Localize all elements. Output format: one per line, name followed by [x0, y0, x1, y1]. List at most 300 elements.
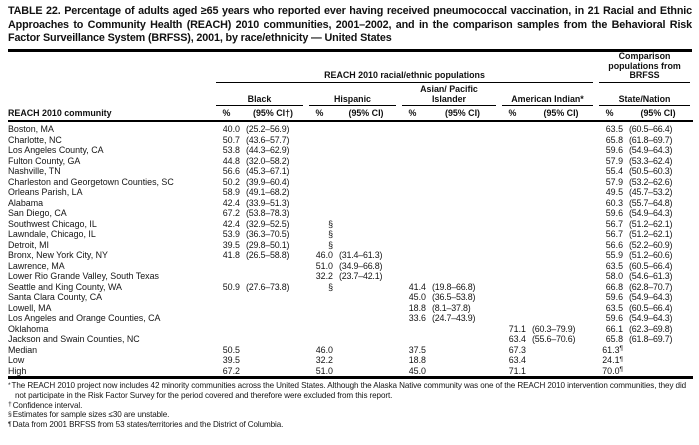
- pct-cell: [499, 292, 526, 303]
- pct-cell: [213, 292, 240, 303]
- ci-cell: [526, 261, 596, 272]
- table-row: [8, 166, 693, 177]
- ci-cell: [240, 303, 306, 314]
- pct-cell: 56.7: [605, 218, 624, 229]
- pct-cell: [306, 198, 333, 209]
- ci-cell: [526, 345, 596, 356]
- ci-cell: (23.7–42.1): [339, 271, 383, 282]
- table-row: [8, 345, 693, 356]
- pct-cell: [499, 261, 526, 272]
- table-row: [8, 156, 693, 167]
- table-row: [8, 271, 693, 282]
- pct-cell: 55.4: [605, 166, 624, 177]
- ci-cell: (36.5–53.8): [432, 292, 476, 303]
- table-row: [8, 145, 693, 156]
- pct-cell: [499, 166, 526, 177]
- ci-cell: [526, 121, 596, 135]
- ci-cell: (54.9–64.3): [629, 208, 673, 219]
- community-cell: Los Angeles and Orange Counties, CA: [8, 313, 161, 324]
- ci-cell: (19.8–66.8): [432, 281, 476, 292]
- ci-cell: [623, 355, 693, 366]
- pct-cell: [499, 240, 526, 251]
- pct-cell: [306, 324, 333, 335]
- ci-cell: [526, 355, 596, 366]
- group-label-state-nation: State/Nation: [599, 95, 690, 107]
- pct-cell: [399, 261, 426, 272]
- pct-cell: 56.7: [605, 229, 624, 240]
- ci-cell: [240, 345, 306, 356]
- ci-cell: [426, 366, 499, 378]
- ci-cell: [526, 208, 596, 219]
- pct-cell: [306, 208, 333, 219]
- pct-header-black: %: [213, 106, 240, 121]
- community-cell: Lowell, MA: [8, 302, 52, 313]
- pct-cell: 57.9: [605, 155, 624, 166]
- pct-cell: [399, 198, 426, 209]
- pct-cell: 39.5: [222, 239, 240, 250]
- ci-cell: [526, 240, 596, 251]
- table-row: [8, 250, 693, 261]
- group-label-asian-pacific-islander: Asian/ Pacific Islander: [402, 85, 496, 106]
- ci-cell: [426, 250, 499, 261]
- ci-cell: [426, 355, 499, 366]
- ci-cell: (54.9–64.3): [629, 292, 673, 303]
- pct-cell: 50.5: [222, 344, 240, 355]
- pct-cell: [306, 135, 333, 146]
- ci-cell: (61.8–69.7): [629, 134, 673, 145]
- ci-cell: [426, 324, 499, 335]
- pct-cell: 71.1: [499, 366, 526, 378]
- pct-cell: [306, 334, 333, 345]
- ci-cell: [240, 271, 306, 282]
- pct-cell: [399, 271, 426, 282]
- ci-cell: [526, 219, 596, 230]
- pct-cell: 63.5: [605, 124, 624, 135]
- ci-cell: (43.6–57.7): [246, 134, 290, 145]
- ci-cell: [526, 156, 596, 167]
- community-cell: Low: [8, 355, 25, 366]
- pct-cell: 70.0¶: [596, 366, 623, 378]
- pct-cell: 59.6: [605, 292, 624, 303]
- community-cell: Southwest Chicago, IL: [8, 218, 97, 229]
- table-header: [8, 52, 693, 122]
- pct-cell: 51.0: [306, 366, 333, 378]
- ci-cell: (31.4–61.3): [339, 250, 383, 261]
- pct-cell: [399, 156, 426, 167]
- ci-cell: [526, 282, 596, 293]
- group-header-asian-pacific-islander: [399, 83, 499, 106]
- group-label-black: Black: [216, 95, 303, 107]
- ci-cell: [426, 229, 499, 240]
- community-column-header: REACH 2010 community: [8, 106, 213, 121]
- comparison-span-header: [596, 52, 693, 83]
- ci-cell: [426, 261, 499, 272]
- pct-cell: [499, 135, 526, 146]
- ci-cell: [426, 208, 499, 219]
- ci-cell: (53.2–62.6): [629, 176, 673, 187]
- ci-cell: [526, 271, 596, 282]
- empty-corner: [8, 52, 213, 83]
- ci-cell: [426, 240, 499, 251]
- ci-cell: (60.5–66.4): [629, 260, 673, 271]
- ci-cell: (32.0–58.2): [246, 155, 290, 166]
- pct-cell: [499, 271, 526, 282]
- ci-header-hispanic: (95% CI): [333, 106, 399, 121]
- footnote-reach-project: [8, 381, 692, 400]
- pct-cell: 65.8: [605, 334, 624, 345]
- ci-cell: (53.8–78.3): [246, 208, 290, 219]
- pct-cell: 63.5: [605, 260, 624, 271]
- pct-cell: 46.0: [315, 250, 333, 261]
- pct-cell: 44.8: [222, 155, 240, 166]
- ci-cell: [333, 303, 399, 314]
- ci-cell: (52.2–60.9): [629, 239, 673, 250]
- table-row: [8, 219, 693, 230]
- footnote-marker: ¶: [8, 420, 12, 428]
- pct-cell: 56.6: [605, 239, 624, 250]
- ci-cell: [526, 292, 596, 303]
- pct-cell: 33.6: [408, 313, 426, 324]
- ci-cell: (60.3–79.9): [532, 323, 576, 334]
- ci-cell: [426, 121, 499, 135]
- footnote-text: Confidence interval.: [12, 400, 83, 410]
- pct-cell: 67.3: [508, 344, 526, 355]
- ci-cell: (49.1–68.2): [246, 187, 290, 198]
- ci-cell: (32.9–52.5): [246, 218, 290, 229]
- ci-cell: (51.2–62.1): [629, 229, 673, 240]
- ci-cell: (34.9–66.8): [339, 260, 383, 271]
- pct-cell: 50.9: [222, 281, 240, 292]
- group-header-state-nation: [596, 83, 693, 106]
- group-header-hispanic: [306, 83, 399, 106]
- pct-cell: 42.4: [222, 197, 240, 208]
- table-row: [8, 229, 693, 240]
- pct-cell: [399, 121, 426, 135]
- ci-cell: (60.5–66.4): [629, 124, 673, 135]
- ci-cell: [426, 156, 499, 167]
- table-row: [8, 198, 693, 209]
- pct-cell: 46.0: [315, 344, 333, 355]
- pct-cell: 50.7: [222, 134, 240, 145]
- pct-cell: [499, 313, 526, 324]
- ci-cell: [526, 145, 596, 156]
- footnote-brfss-data: [8, 420, 692, 430]
- pct-cell: 59.6: [605, 313, 624, 324]
- ci-cell: [526, 198, 596, 209]
- ci-cell: [426, 219, 499, 230]
- pct-cell: [306, 292, 333, 303]
- table-row: [8, 292, 693, 303]
- community-cell: Oklahoma: [8, 323, 49, 334]
- ci-cell: (27.6–73.8): [246, 281, 290, 292]
- pct-cell: 63.4: [508, 334, 526, 345]
- pct-cell: 66.1: [605, 323, 624, 334]
- group-header-row: [8, 83, 693, 106]
- table-row: [8, 334, 693, 345]
- pct-cell: 50.2: [222, 176, 240, 187]
- footnote-marker: §: [8, 410, 12, 418]
- community-cell: Orleans Parish, LA: [8, 187, 83, 198]
- ci-cell: [426, 177, 499, 188]
- ci-cell: [240, 355, 306, 366]
- ci-cell: (53.3–62.4): [629, 155, 673, 166]
- pct-cell: [499, 145, 526, 156]
- ci-cell: [526, 366, 596, 378]
- pct-cell: [306, 166, 333, 177]
- ci-cell: (51.2–60.6): [629, 250, 673, 261]
- table-row: [8, 187, 693, 198]
- pct-cell: [306, 313, 333, 324]
- ci-cell: (62.3–69.8): [629, 323, 673, 334]
- pct-cell: 65.8: [605, 134, 624, 145]
- pct-header-state-nation: %: [596, 106, 623, 121]
- pct-cell: [213, 324, 240, 335]
- pct-cell: 51.0: [315, 260, 333, 271]
- pct-cell: §: [328, 229, 333, 240]
- pct-cell: [306, 121, 333, 135]
- pct-cell: 57.9: [605, 176, 624, 187]
- reach-populations-label: REACH 2010 racial/ethnic populations: [216, 71, 593, 83]
- ci-cell: (61.8–69.7): [629, 334, 673, 345]
- footnotes: [8, 381, 692, 430]
- pct-cell: [399, 250, 426, 261]
- community-cell: Lawndale, Chicago, IL: [8, 229, 96, 240]
- pct-cell: [399, 334, 426, 345]
- ci-cell: [526, 250, 596, 261]
- ci-cell: [526, 303, 596, 314]
- table-row: [8, 121, 693, 135]
- pct-cell: [399, 324, 426, 335]
- ci-cell: [333, 177, 399, 188]
- pct-cell: [499, 187, 526, 198]
- ci-cell: (29.8–50.1): [246, 239, 290, 250]
- ci-cell: (8.1–37.8): [432, 302, 471, 313]
- pct-header-asian-pacific-islander: %: [399, 106, 426, 121]
- ci-cell: [333, 156, 399, 167]
- ci-cell: [333, 240, 399, 251]
- comparison-populations-label: Comparison populations from BRFSS: [599, 52, 690, 83]
- ci-header-black: (95% CI†): [240, 106, 306, 121]
- ci-cell: [333, 145, 399, 156]
- pct-header-american-indian: %: [499, 106, 526, 121]
- community-cell: Boston, MA: [8, 124, 54, 135]
- ci-cell: (54.9–64.3): [629, 313, 673, 324]
- table-row: [8, 355, 693, 366]
- community-cell: Jackson and Swain Counties, NC: [8, 334, 140, 345]
- pct-cell: 53.8: [222, 145, 240, 156]
- ci-cell: [333, 208, 399, 219]
- ci-cell: (24.7–43.9): [432, 313, 476, 324]
- table-title: TABLE 22. Percentage of adults aged ≥65 years who reported ever having received pneumococcal vaccination, in 21 Racial and Ethnic Approaches to Community Health (REACH) 2010 communities, 2001–2002, and in the comparison samples from the Behavioral Risk Factor Surveillance System (BRFSS), 2001, by race/ethnicity — United States: [8, 5, 692, 45]
- pct-cell: 56.6: [222, 166, 240, 177]
- pct-cell: §: [328, 239, 333, 250]
- pct-cell: [399, 166, 426, 177]
- footnote-text: The REACH 2010 project now includes 42 minority communities across the United States. Although the Alaska Native community was one of the REACH 2010 intervention communities, they did not participate in the Risk Factor Survey for the period covered and therefore were excluded from this report.: [11, 381, 687, 401]
- pct-cell: [499, 177, 526, 188]
- pct-cell: [499, 229, 526, 240]
- pct-cell: [399, 177, 426, 188]
- pct-cell: [213, 303, 240, 314]
- ci-cell: [240, 292, 306, 303]
- group-header-american-indian: [499, 83, 596, 106]
- ci-cell: [426, 198, 499, 209]
- table-row: [8, 208, 693, 219]
- ci-cell: (39.9–60.4): [246, 176, 290, 187]
- community-cell: Bronx, New York City, NY: [8, 250, 108, 261]
- ci-cell: [426, 135, 499, 146]
- span-header-row: [8, 52, 693, 83]
- ci-cell: (54.6–61.3): [629, 271, 673, 282]
- table-row: [8, 240, 693, 251]
- community-cell: Lawrence, MA: [8, 260, 65, 271]
- pct-cell: [499, 303, 526, 314]
- ci-cell: [333, 166, 399, 177]
- table-row: [8, 282, 693, 293]
- ci-header-state-nation: (95% CI): [623, 106, 693, 121]
- footnote-text: Data from 2001 BRFSS from 53 states/territories and the District of Columbia.: [12, 420, 284, 430]
- table-row: [8, 177, 693, 188]
- pilcrow-footnote-marker: ¶: [619, 355, 624, 363]
- ci-cell: (55.7–64.8): [629, 197, 673, 208]
- pct-header-hispanic: %: [306, 106, 333, 121]
- pct-cell: 63.5: [605, 302, 624, 313]
- community-cell: High: [8, 366, 213, 378]
- pct-cell: [213, 271, 240, 282]
- footnote-unstable-estimates: [8, 410, 692, 420]
- pct-cell: 32.2: [315, 355, 333, 366]
- pct-cell: 49.5: [605, 187, 624, 198]
- pct-cell: [399, 135, 426, 146]
- ci-cell: [333, 187, 399, 198]
- pct-cell: [306, 177, 333, 188]
- pct-cell: [399, 229, 426, 240]
- pct-cell: 41.8: [222, 250, 240, 261]
- pct-cell: 53.9: [222, 229, 240, 240]
- pct-cell: 40.0: [222, 124, 240, 135]
- pct-cell: 71.1: [508, 323, 526, 334]
- pct-cell: [399, 240, 426, 251]
- ci-cell: [526, 229, 596, 240]
- ci-cell: (44.3–62.9): [246, 145, 290, 156]
- pct-cell: [499, 208, 526, 219]
- community-cell: Fulton County, GA: [8, 155, 81, 166]
- ci-cell: [333, 282, 399, 293]
- ci-cell: [333, 366, 399, 378]
- footnote-confidence-interval: [8, 401, 692, 411]
- ci-cell: [240, 261, 306, 272]
- ci-cell: (60.5–66.4): [629, 302, 673, 313]
- pct-cell: [213, 334, 240, 345]
- ci-cell: [333, 345, 399, 356]
- pct-cell: 39.5: [222, 355, 240, 366]
- units-header-row: [8, 106, 693, 121]
- pct-cell: 45.0: [408, 292, 426, 303]
- ci-cell: [333, 355, 399, 366]
- pct-cell: 67.2: [222, 208, 240, 219]
- pct-cell: 42.4: [222, 218, 240, 229]
- ci-cell: [526, 177, 596, 188]
- community-cell: Seattle and King County, WA: [8, 281, 122, 292]
- pct-cell: [399, 208, 426, 219]
- footnote-text: Estimates for sample sizes ≤30 are unstable.: [12, 410, 170, 420]
- ci-cell: [526, 187, 596, 198]
- pct-cell: §: [328, 218, 333, 229]
- ci-cell: [333, 198, 399, 209]
- ci-cell: [426, 187, 499, 198]
- pct-cell: [213, 313, 240, 324]
- community-cell: San Diego, CA: [8, 208, 67, 219]
- ci-cell: [240, 324, 306, 335]
- pct-cell: [399, 219, 426, 230]
- pct-cell: 67.2: [213, 366, 240, 378]
- community-cell: Lower Rio Grande Valley, South Texas: [8, 271, 159, 282]
- ci-cell: [426, 145, 499, 156]
- pct-cell: 18.8: [408, 355, 426, 366]
- pct-cell: 24.1¶: [602, 355, 624, 366]
- table-body: [8, 121, 693, 378]
- ci-cell: [333, 135, 399, 146]
- community-cell: Los Angeles County, CA: [8, 145, 104, 156]
- ci-cell: [426, 166, 499, 177]
- pct-cell: 66.8: [605, 281, 624, 292]
- pct-cell: 58.9: [222, 187, 240, 198]
- ci-cell: [333, 219, 399, 230]
- ci-header-asian-pacific-islander: (95% CI): [426, 106, 499, 121]
- footnote-marker: *: [8, 381, 11, 389]
- group-label-american-indian: American Indian*: [502, 95, 593, 107]
- ci-cell: [526, 166, 596, 177]
- pct-cell: [306, 303, 333, 314]
- ci-cell: (45.3–67.1): [246, 166, 290, 177]
- ci-cell: (45.7–53.2): [629, 187, 673, 198]
- community-cell: Charlotte, NC: [8, 134, 62, 145]
- pct-cell: 61.3¶: [602, 344, 624, 355]
- table-row: [8, 324, 693, 335]
- pct-cell: [399, 145, 426, 156]
- reach-populations-span-header: [213, 52, 596, 83]
- table-row: [8, 261, 693, 272]
- community-cell: Santa Clara County, CA: [8, 292, 103, 303]
- pct-cell: 63.4: [508, 355, 526, 366]
- ci-header-american-indian: (95% CI): [526, 106, 596, 121]
- ci-cell: [240, 366, 306, 378]
- pilcrow-footnote-marker: ¶: [619, 366, 624, 374]
- ci-cell: (54.9–64.3): [629, 145, 673, 156]
- ci-cell: [240, 334, 306, 345]
- pct-cell: [306, 187, 333, 198]
- pct-cell: [499, 250, 526, 261]
- ci-cell: [240, 313, 306, 324]
- table-row: [8, 303, 693, 314]
- footnote-marker: †: [8, 401, 12, 409]
- ci-cell: [526, 313, 596, 324]
- table-row: [8, 366, 693, 378]
- pct-cell: 60.3: [605, 197, 624, 208]
- pct-cell: [306, 145, 333, 156]
- pct-cell: [499, 121, 526, 135]
- pct-cell: 18.8: [408, 302, 426, 313]
- pct-cell: [399, 187, 426, 198]
- community-cell: Nashville, TN: [8, 166, 61, 177]
- ci-cell: [333, 229, 399, 240]
- pilcrow-footnote-marker: ¶: [619, 345, 624, 353]
- ci-cell: (50.5–60.3): [629, 166, 673, 177]
- data-table: [8, 52, 693, 380]
- ci-cell: [333, 324, 399, 335]
- pct-cell: [213, 261, 240, 272]
- ci-cell: [623, 345, 693, 356]
- pct-cell: §: [328, 281, 333, 292]
